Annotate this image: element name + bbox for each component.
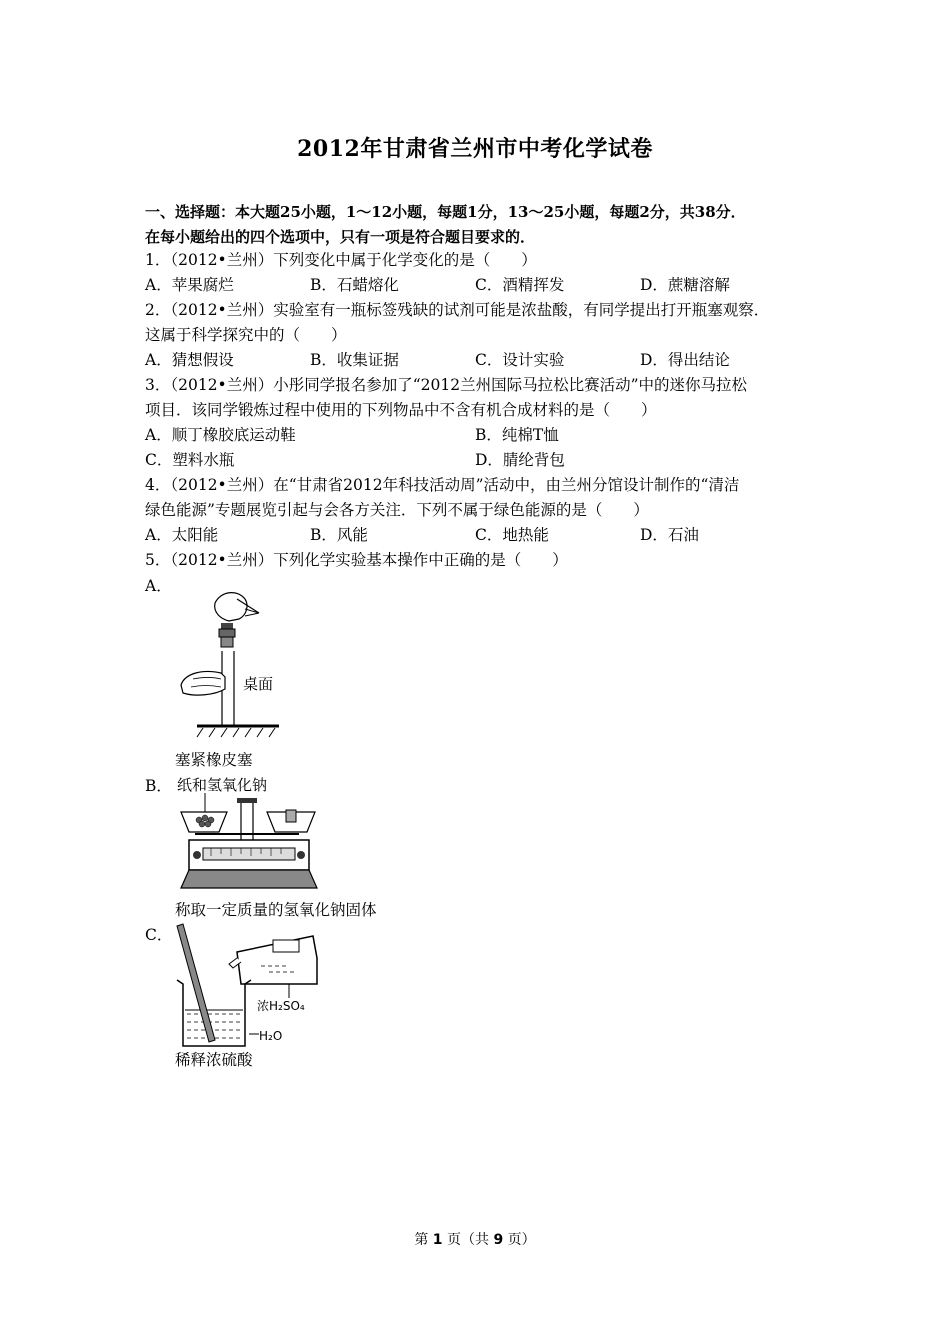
footer-total-pages: 9	[493, 1232, 504, 1248]
section-line-2: 在每小题给出的四个选项中，只有一项是符合题目要求的．	[145, 228, 536, 246]
section-line-1: 一、选择题：本大题25小题，1～12小题，每题1分，13～25小题，每题2分，共38分．	[145, 203, 746, 221]
q4-option-c: C．地热能	[475, 526, 549, 544]
q2-stem-2: 这属于科学探究中的（ ）	[145, 326, 347, 344]
q5-option-a-label: A．	[145, 577, 172, 595]
q1-stem: 1．（2012•兰州）下列变化中属于化学变化的是（ ）	[145, 251, 537, 269]
conc-h2so4-label: 浓H₂SO₄	[257, 999, 305, 1013]
q4-option-b: B．风能	[310, 526, 368, 544]
q1-option-c: C．酒精挥发	[475, 276, 565, 294]
footer-suffix: 页）	[507, 1232, 536, 1248]
footer-prefix: 第	[414, 1232, 429, 1248]
q4-stem-2: 绿色能源”专题展览引起与会各方关注．下列不属于绿色能源的是（ ）	[145, 501, 649, 519]
q2-option-d: D．得出结论	[640, 351, 730, 369]
q5-option-b-caption: 称取一定质量的氢氧化钠固体	[175, 901, 377, 919]
q2-option-b: B．收集证据	[310, 351, 399, 369]
q5-option-c-label: C．	[145, 926, 173, 944]
q3-option-d: D．腈纶背包	[475, 451, 565, 469]
section-header	[145, 200, 815, 250]
footer-mid: 页（共	[447, 1232, 489, 1248]
q2-option-a: A．猜想假设	[145, 351, 234, 369]
q1-option-a: A．苹果腐烂	[145, 276, 234, 294]
footer-page-number: 1	[432, 1232, 443, 1248]
q3-option-a: A．顺丁橡胶底运动鞋	[145, 426, 296, 444]
q5-option-b-label: B．	[145, 777, 172, 795]
q5-option-a-caption: 塞紧橡皮塞	[175, 751, 253, 769]
rubber-stopper-figure	[175, 585, 295, 745]
page-title: 2012年甘肃省兰州市中考化学试卷	[297, 136, 653, 162]
q2-option-c: C．设计实验	[475, 351, 565, 369]
q4-option-a: A．太阳能	[145, 526, 219, 544]
q4-stem-1: 4．（2012•兰州）在“甘肃省2012年科技活动周”活动中，由兰州分馆设计制作的“清洁	[145, 476, 740, 494]
page-footer	[0, 1229, 950, 1249]
q3-stem-1: 3．（2012•兰州）小彤同学报名参加了“2012兰州国际马拉松比赛活动”中的迷你马拉松	[145, 376, 747, 394]
q5-option-c-caption: 稀释浓硫酸	[175, 1051, 253, 1069]
q4-option-d: D．石油	[640, 526, 699, 544]
q1-option-b: B．石蜡熔化	[310, 276, 399, 294]
q3-option-b: B．纯棉T恤	[475, 426, 559, 444]
desk-label: 桌面	[243, 675, 274, 693]
q5-stem: 5．（2012•兰州）下列化学实验基本操作中正确的是（ ）	[145, 551, 568, 569]
q2-stem-1: 2．（2012•兰州）实验室有一瓶标签残缺的试剂可能是浓盐酸，有同学提出打开瓶塞观察．	[145, 301, 770, 319]
dilute-sulfuric-acid-figure	[175, 922, 320, 1050]
q3-option-c: C．塑料水瓶	[145, 451, 235, 469]
paper-naoh-label: 纸和氢氧化钠	[177, 776, 268, 794]
q1-option-d: D．蔗糖溶解	[640, 276, 730, 294]
water-label: H₂O	[259, 1029, 283, 1043]
balance-figure	[175, 770, 320, 900]
q3-stem-2: 项目．该同学锻炼过程中使用的下列物品中不含有机合成材料的是（ ）	[145, 401, 657, 419]
